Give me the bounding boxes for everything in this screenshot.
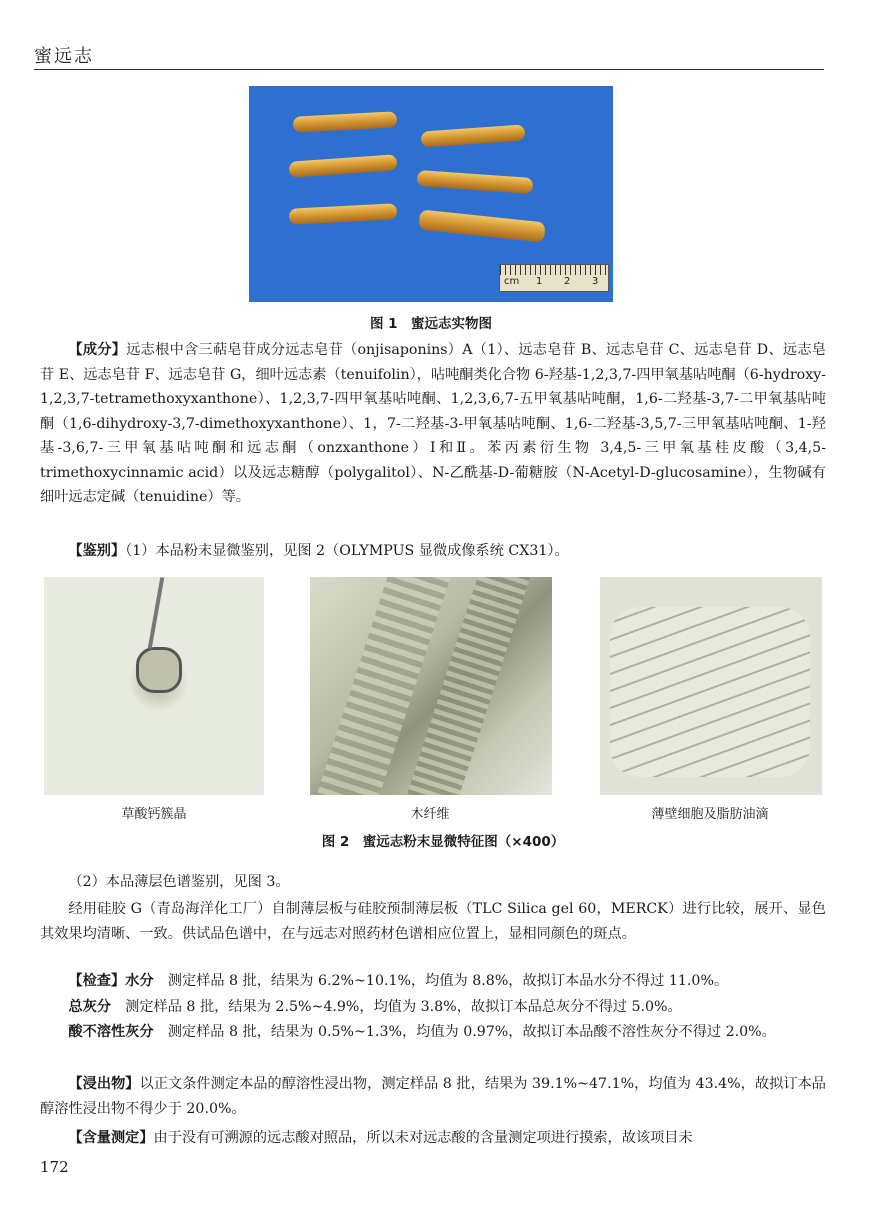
root-specimen (289, 203, 398, 225)
shuifen-text: 测定样品 8 批，结果为 6.2%~10.1%，均值为 8.8%，故拟订本品水分不得过 11.0%。 (167, 973, 729, 989)
root-specimen (421, 124, 526, 147)
jianbie-text3: 经用硅胶 G（青岛海洋化工厂）自制薄层板与硅胶预制薄层板（TLC Silica gel 60，MERCK）进行比较，展开、显色其效果均清晰、一致。供试品色谱中，在与远志对照药材色谱相应位置上，显相同颜色的斑点。 (40, 901, 826, 942)
page-number: 172 (40, 1158, 69, 1176)
jianbie-text1: （1）本品粉末显微鉴别，见图 2（OLYMPUS 显微成像系统 CX31）。 (125, 543, 569, 559)
label-zonghui: 总灰分 (68, 999, 111, 1015)
root-specimen (289, 154, 398, 177)
figure2-caption: 图 2 蜜远志粉末显微特征图（×400） (321, 834, 565, 850)
micrograph-wood-fiber (310, 577, 552, 795)
section-jiancha-zonghui (40, 995, 826, 1020)
chengfen-text: 远志根中含三萜皂苷成分远志皂苷（onjisaponins）A（1）、远志皂苷 B、远志皂苷 C、远志皂苷 D、远志皂苷 E、远志皂苷 F、远志皂苷 G，细叶远志素（tenuifolin），呫吨酮类化合物 6-羟基-1,2,3,7-四甲氧基呫吨酮（6-hydroxy-1,2,3,7-tetramethoxyxanthone）、1,2,3,7-四甲氧基呫吨酮、1,2,3,6,7-五甲氧基呫吨酮，1,6-二羟基-3,7-二甲氧基呫吨酮（1,6-dihydroxy-3,7-dimethoxyxanthone）、1，7-二羟基-3-甲氧基呫吨酮、1,6-二羟基-3,5,7-三甲氧基呫吨酮、1-羟基-3,6,7-三甲氧基呫吨酮和远志酮（onzxanthone）Ⅰ和Ⅱ。苯丙素衍生物 3,4,5-三甲氧基桂皮酸（3,4,5-trimethoxycinnamic acid）以及远志糖醇（polygalitol）、N-乙酰基-D-葡糖胺（N-Acetyl-D-glucosamine），生物碱有细叶远志定碱（tenuidine）等。 (40, 342, 826, 505)
panel-label: 草酸钙簇晶 (121, 807, 187, 822)
heading-jiancha: 【检查】 (68, 973, 126, 989)
heading-chengfen: 【成分】 (68, 342, 127, 358)
section-jiancha-suanhui (40, 1020, 826, 1045)
jinchuwu-text: 以正文条件测定本品的醇溶性浸出物，测定样品 8 批，结果为 39.1%~47.1%，均值为 43.4%，故拟订本品醇溶性浸出物不得少于 20.0%。 (40, 1076, 826, 1117)
figure1-caption: 图 1 蜜远志实物图 (369, 316, 493, 332)
panel-label: 薄壁细胞及脂肪油滴 (651, 807, 769, 822)
heading-jinchuwu: 【浸出物】 (68, 1076, 140, 1092)
panel-label: 木纤维 (410, 807, 450, 822)
label-shuifen: 水分 (125, 973, 154, 989)
root-specimen (417, 170, 534, 194)
root-specimen (293, 111, 398, 132)
running-header: 蜜远志 (34, 46, 94, 67)
label-suanhui: 酸不溶性灰分 (68, 1024, 154, 1040)
ruler-label: 3 (592, 276, 599, 287)
ruler-label: cm (504, 276, 520, 287)
section-jinchuwu (40, 1072, 826, 1121)
suanhui-text: 测定样品 8 批，结果为 0.5%~1.3%，均值为 0.97%，故拟订本品酸不溶性灰分不得过 2.0%。 (167, 1024, 776, 1040)
section-hanliang (40, 1126, 826, 1151)
figure1-photo (249, 86, 613, 302)
jianbie-text2: （2）本品薄层色谱鉴别，见图 3。 (68, 874, 290, 890)
micrograph-parenchyma (600, 577, 822, 795)
header-rule (34, 69, 824, 70)
heading-jianbie: 【鉴别】 (68, 543, 126, 559)
ruler-label: 1 (536, 276, 543, 287)
zonghui-text: 测定样品 8 批，结果为 2.5%~4.9%，均值为 3.8%，故拟订本品总灰分不得过 5.0%。 (125, 999, 682, 1015)
section-jiancha-shuifen (40, 969, 826, 994)
scale-ruler (499, 264, 609, 292)
ruler-label: 2 (564, 276, 571, 287)
micrograph-calcium-oxalate (44, 577, 264, 795)
section-chengfen (40, 338, 826, 510)
hanliang-text: 由于没有可溯源的远志酸对照品，所以未对远志酸的含量测定项进行摸索，故该项目未 (153, 1130, 693, 1146)
section-jianbie (40, 539, 826, 564)
root-specimen (418, 209, 545, 242)
heading-hanliang: 【含量测定】 (68, 1130, 154, 1146)
